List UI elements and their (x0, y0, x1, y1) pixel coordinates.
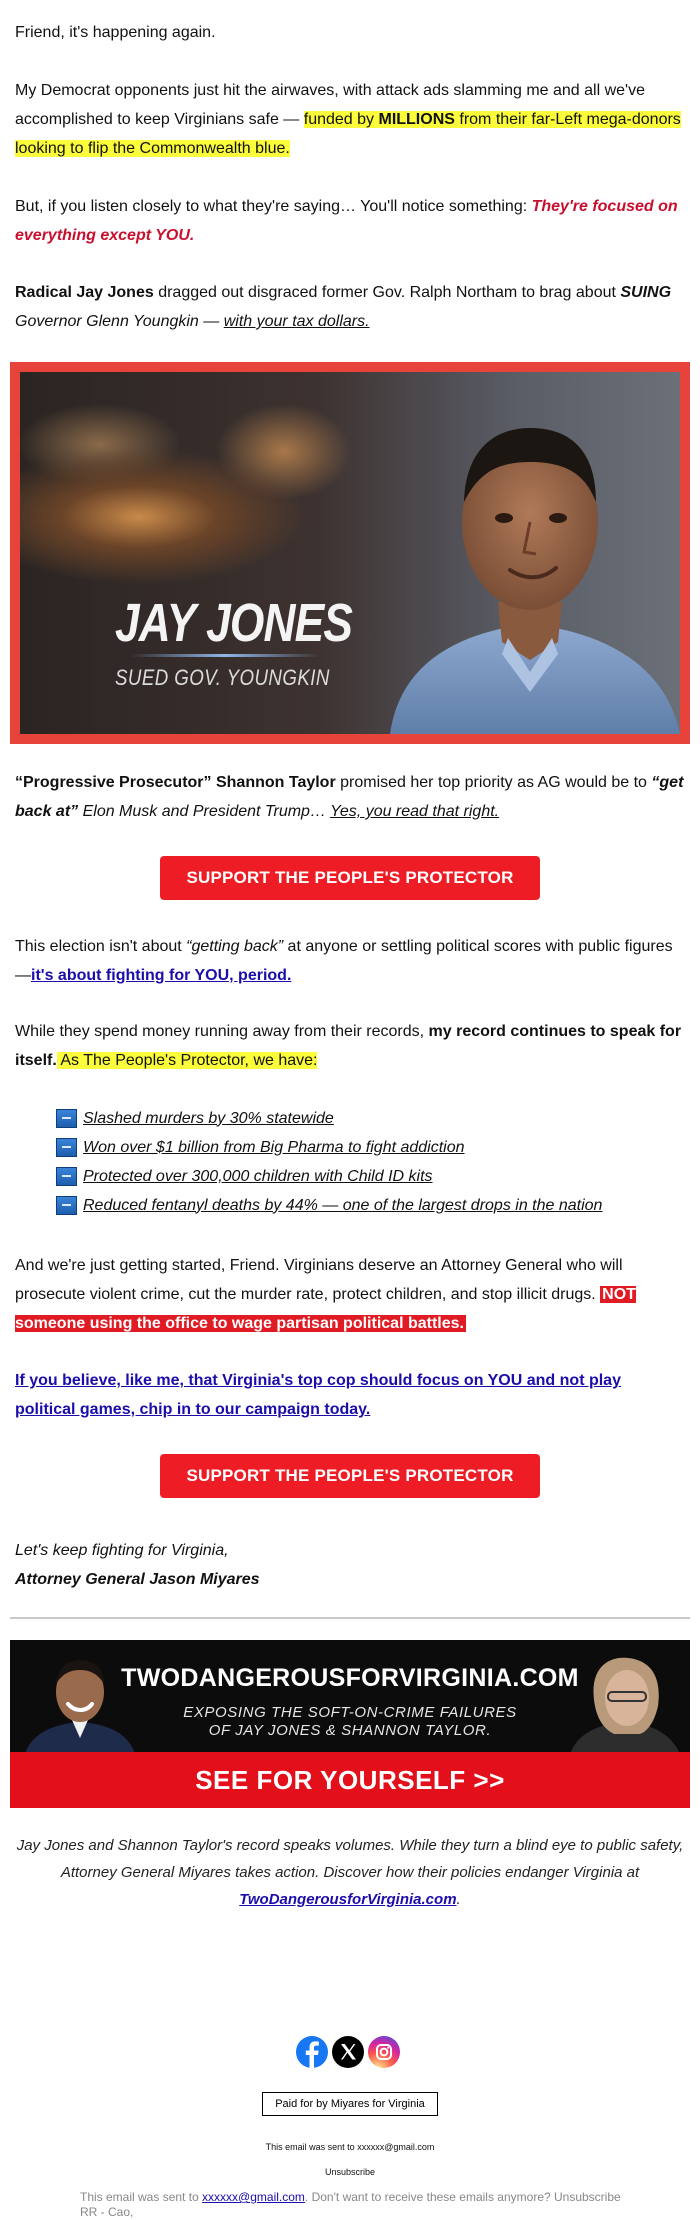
paragraph-attack-ads: My Democrat opponents just hit the airwaves, with attack ads slamming me and all we've accomplished to keep Virginians safe — funded by MILLIONS from their far-Left mega-donors looking to flip the Commonwealth blue. (15, 82, 681, 157)
checkbox-icon (56, 1109, 77, 1128)
accomplishments-list (56, 1104, 676, 1220)
signoff: Let's keep fighting for Virginia, Attorney General Jason Miyares (15, 1542, 260, 1588)
checkbox-icon (56, 1167, 77, 1186)
paragraph-election: This election isn't about “getting back” at anyone or settling political scores with public figures —it's about fighting for YOU, period. (15, 938, 673, 984)
paragraph-just-getting-started: And we're just getting started, Friend. Virginians deserve an Attorney General who will prosecute violent crime, cut the murder rate, protect children, and stop illicit drugs. NOT someone using the office to wage partisan political battles. (15, 1257, 636, 1332)
paragraph-shannon-taylor: “Progressive Prosecutor” Shannon Taylor promised her top priority as AG would be to “get back at” Elon Musk and President Trump… Yes, you read that right. (15, 774, 684, 820)
social-icons (296, 2036, 400, 2068)
fighting-for-you-link[interactable]: it's about fighting for YOU, period. (31, 967, 292, 984)
jay-jones-hero-image[interactable] (10, 362, 690, 744)
paragraph-focus: But, if you listen closely to what they're saying… You'll notice something: They're focused on everything except YOU. (15, 198, 678, 244)
see-for-yourself-button[interactable]: SEE FOR YOURSELF >> (10, 1752, 690, 1808)
footer-copy: Jay Jones and Shannon Taylor's record speaks volumes. While they turn a blind eye to public safety, Attorney General Miyares takes action. Discover how their policies endanger Virginia at TwoDangerousforVirginia.com. (16, 1837, 684, 1908)
divider (10, 1617, 690, 1619)
list-item: Reduced fentanyl deaths by 44% — one of the largest drops in the nation (56, 1191, 676, 1220)
email-address-link[interactable]: xxxxxx@gmail.com (202, 2190, 305, 2204)
hero-name-text: JAY JONES (115, 593, 353, 653)
support-button-1[interactable]: SUPPORT THE PEOPLE'S PROTECTOR (160, 856, 540, 900)
footer-legal-note: This email was sent to xxxxxx@gmail.com. Don't want to receive these emails anymore? Unsubscribe RR - Cao, (80, 2190, 621, 2219)
hero-subtitle: SUED GOV. YOUNGKIN (115, 665, 330, 690)
list-item: Won over $1 billion from Big Pharma to fight addiction (56, 1133, 676, 1162)
x-icon[interactable] (332, 2036, 364, 2068)
two-dangerous-banner[interactable] (10, 1640, 690, 1808)
list-item: Slashed murders by 30% statewide (56, 1104, 676, 1133)
paragraph-record: While they spend money running away from their records, my record continues to speak for itself. As The People's Protector, we have: (15, 1023, 682, 1069)
chip-in-link[interactable]: If you believe, like me, that Virginia's top cop should focus on YOU and not play political games, chip in to our campaign today. (15, 1372, 621, 1418)
banner-title: TWODANGEROUSFORVIRGINIA.COM (121, 1664, 579, 1692)
paragraph-chip-in (15, 1366, 685, 1424)
jay-jones-portrait (380, 392, 680, 734)
paragraph-jay-jones: Radical Jay Jones dragged out disgraced former Gov. Ralph Northam to brag about SUING Governor Glenn Youngkin — with your tax dollars. (15, 284, 672, 330)
banner-subtitle-1: EXPOSING THE SOFT-ON-CRIME FAILURES (183, 1704, 517, 1721)
paid-for-by-box: Paid for by Miyares for Virginia (262, 2092, 438, 2116)
two-dangerous-link[interactable]: TwoDangerousforVirginia.com (239, 1891, 457, 1908)
unsubscribe-link[interactable]: Unsubscribe (324, 2167, 376, 2177)
checkbox-icon (56, 1138, 77, 1157)
checkbox-icon (56, 1196, 77, 1215)
sent-to-note: This email was sent to xxxxxx@gmail.com (265, 2142, 435, 2152)
banner-subtitle-2: OF JAY JONES & SHANNON TAYLOR. (208, 1722, 492, 1739)
list-item: Protected over 300,000 children with Child ID kits (56, 1162, 676, 1191)
facebook-icon[interactable] (296, 2036, 328, 2068)
instagram-icon[interactable] (368, 2036, 400, 2068)
greeting: Friend, it's happening again. (15, 24, 216, 41)
hero-accent-line (130, 654, 320, 657)
support-button-2[interactable]: SUPPORT THE PEOPLE'S PROTECTOR (160, 1454, 540, 1498)
